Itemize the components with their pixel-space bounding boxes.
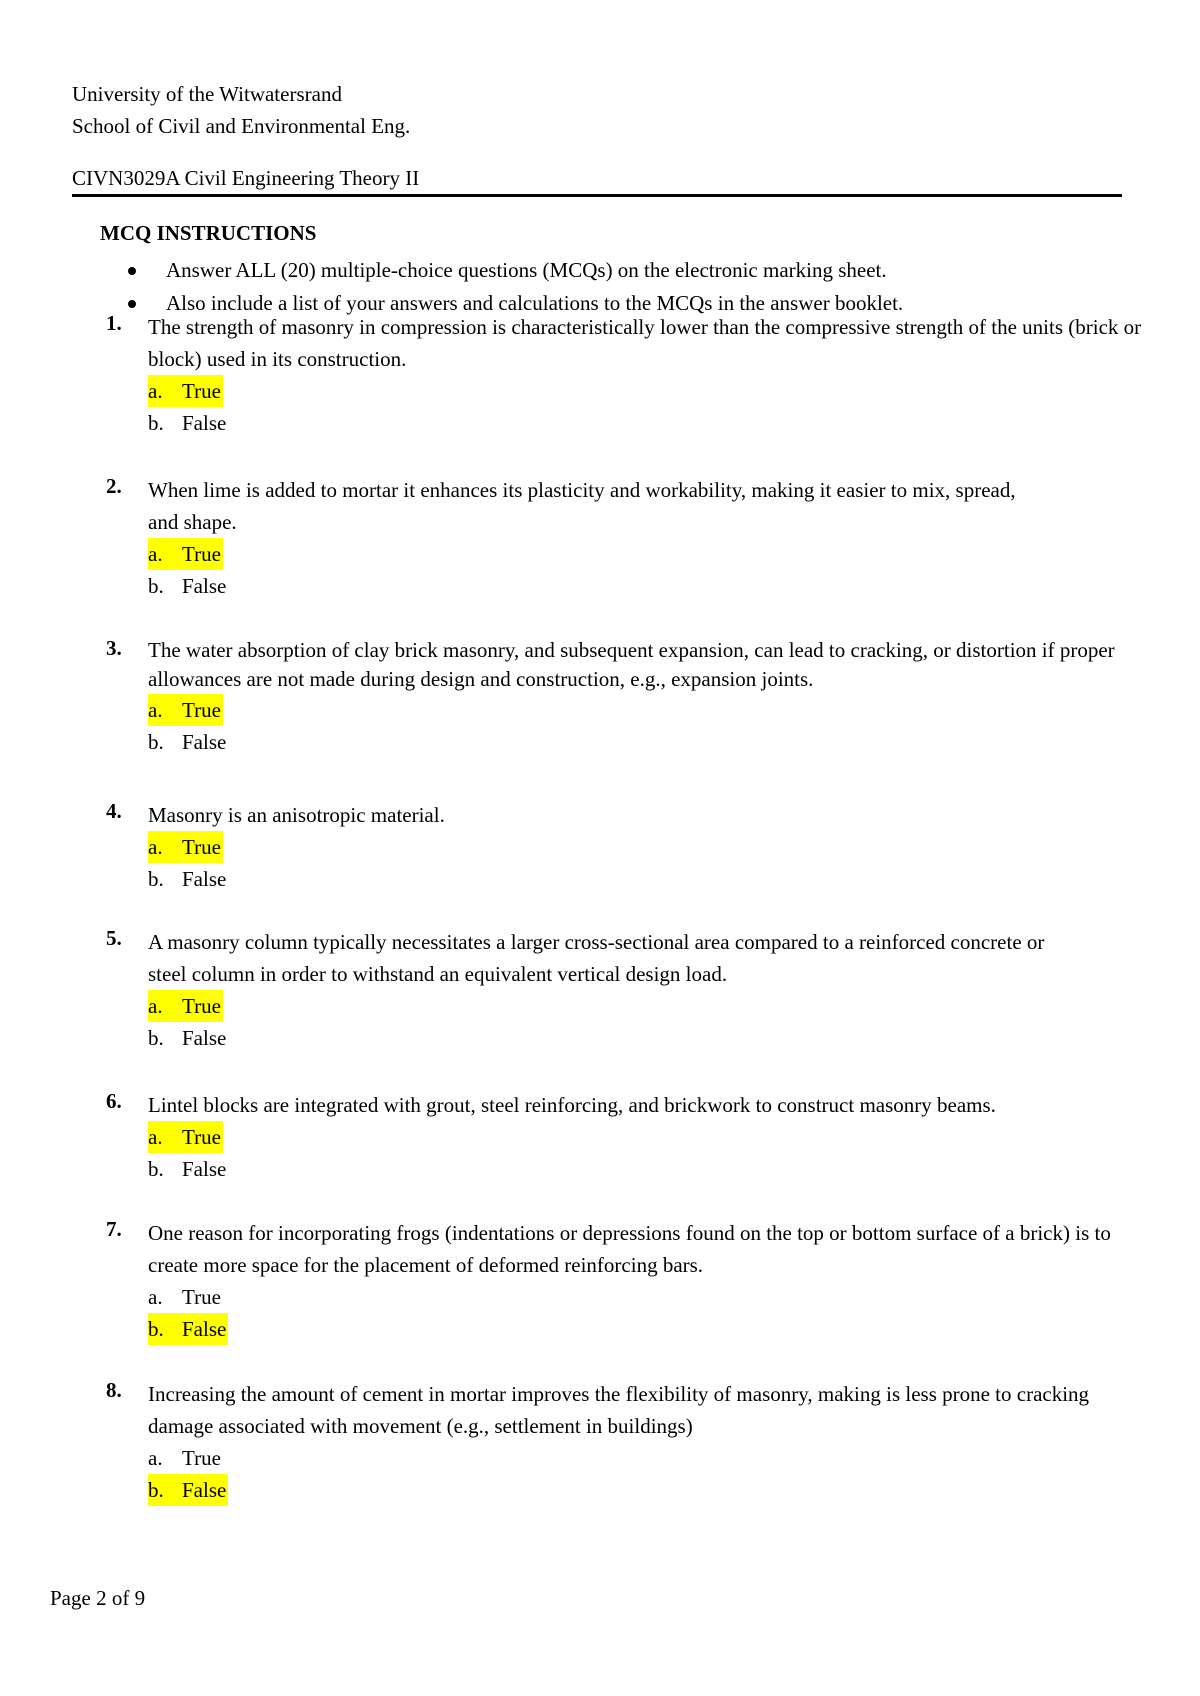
question-1 [100, 311, 1150, 439]
question-6 [100, 1089, 1150, 1185]
option-a: a. True [148, 538, 1150, 570]
question-number: 5. [106, 926, 122, 950]
university-name: University of the Witwatersrand [72, 82, 342, 106]
question-4 [100, 799, 1150, 895]
option-b: b. False [148, 1313, 1150, 1345]
question-text: A masonry column typically necessitates a larger cross-sectional area compared to a reinforced concrete or steel column in order to withstand an equivalent vertical design load. [148, 930, 1045, 986]
question-number: 7. [106, 1217, 122, 1241]
option-b: b. False [148, 1157, 227, 1181]
option-b: b. False [148, 730, 227, 754]
question-number: 1. [106, 311, 122, 335]
document-header [72, 78, 1122, 197]
question-number: 8. [106, 1378, 122, 1402]
bullet-icon [128, 300, 136, 308]
question-text: Increasing the amount of cement in mortar improves the flexibility of masonry, making is less prone to cracking damage associated with movement (e.g., settlement in buildings) [148, 1382, 1090, 1438]
question-text: Lintel blocks are integrated with grout, steel reinforcing, and brickwork to construct masonry beams. [148, 1093, 996, 1117]
instructions-section [100, 220, 1140, 320]
question-text: The water absorption of clay brick masonry, and subsequent expansion, can lead to cracking, or distortion if proper allowances are not made during design and construction, e.g., expansion joints. [148, 638, 1115, 691]
option-a: a. True [148, 831, 1150, 863]
option-b: b. False [148, 1474, 1150, 1506]
option-b: b. False [148, 1026, 227, 1050]
question-text: Masonry is an anisotropic material. [148, 803, 445, 827]
question-text: When lime is added to mortar it enhances its plasticity and workability, making it easier to mix, spread, and shape. [148, 478, 1016, 534]
instructions-title: MCQ INSTRUCTIONS [100, 221, 317, 245]
option-a: a. True [148, 990, 1150, 1022]
option-a: a. True [148, 375, 1150, 407]
option-b: b. False [148, 411, 227, 435]
option-a: a. True [148, 694, 1150, 726]
bullet-icon [128, 267, 136, 275]
question-8 [100, 1378, 1150, 1506]
page-number: Page 2 of 9 [50, 1586, 146, 1610]
question-number: 4. [106, 799, 122, 823]
question-text: One reason for incorporating frogs (indentations or depressions found on the top or bottom surface of a brick) is to create more space for the placement of deformed reinforcing bars. [148, 1221, 1111, 1277]
question-text: The strength of masonry in compression is characteristically lower than the compressive strength of the units (brick or block) used in its construction. [148, 315, 1142, 371]
option-a: a. True [148, 1285, 221, 1309]
option-a: a. True [148, 1446, 221, 1470]
option-b: b. False [148, 867, 227, 891]
question-number: 3. [106, 636, 122, 660]
question-number: 6. [106, 1089, 122, 1113]
question-number: 2. [106, 474, 122, 498]
instruction-item: Also include a list of your answers and calculations to the MCQs in the answer booklet. [100, 287, 1140, 320]
school-name: School of Civil and Environmental Eng. [72, 114, 411, 138]
option-b: b. False [148, 574, 227, 598]
header-rule [72, 194, 1122, 197]
course-title: CIVN3029A Civil Engineering Theory II [72, 166, 420, 190]
question-2 [100, 474, 1150, 602]
question-7 [100, 1217, 1150, 1345]
question-5 [100, 926, 1150, 1054]
question-3 [100, 636, 1150, 758]
instruction-item: Answer ALL (20) multiple-choice questions (MCQs) on the electronic marking sheet. [100, 254, 1140, 287]
option-a: a. True [148, 1121, 1150, 1153]
